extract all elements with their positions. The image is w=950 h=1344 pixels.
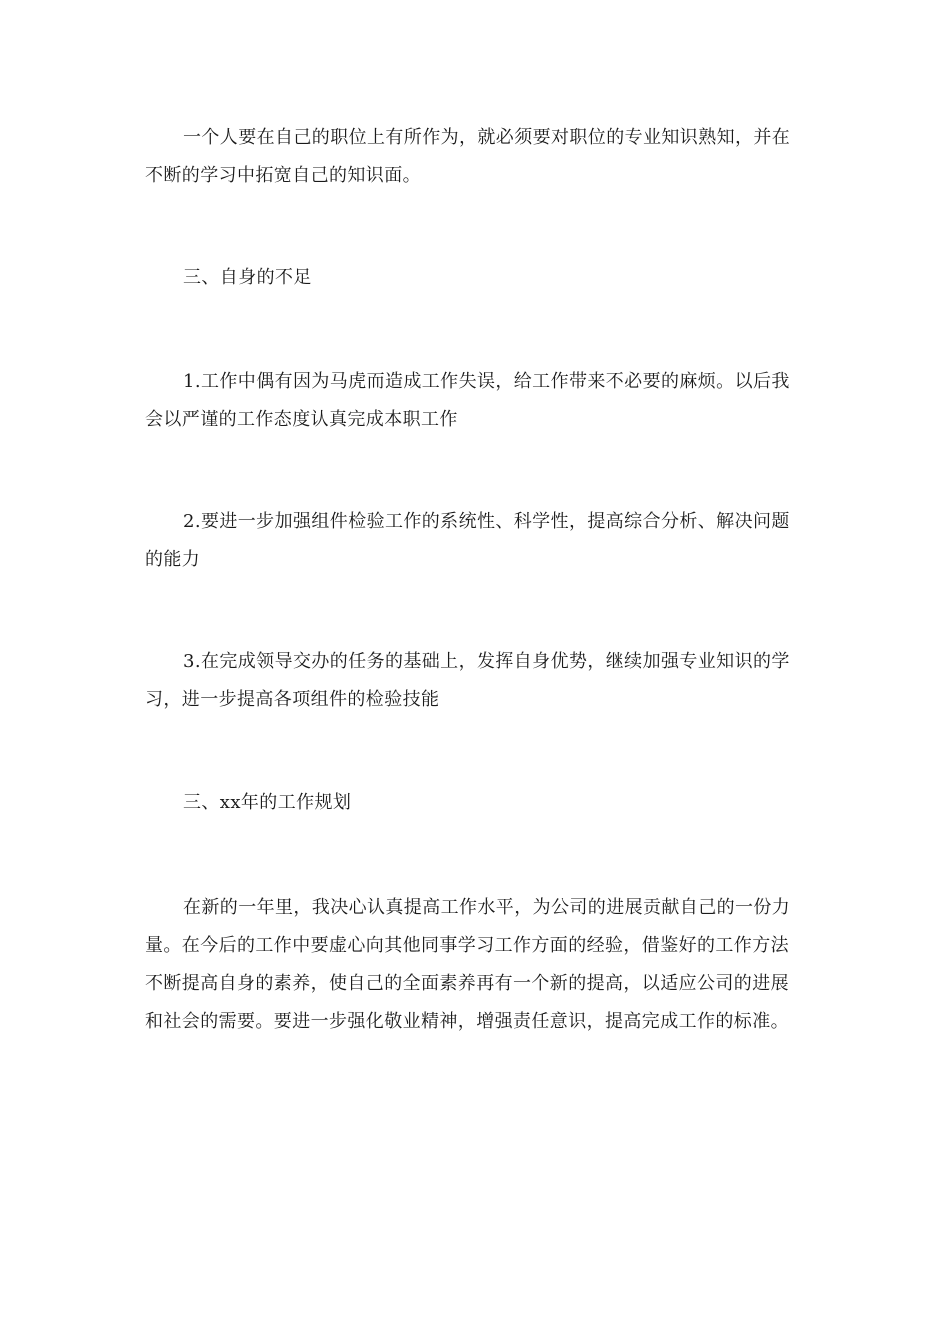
- shortcoming-item-3: 3.在完成领导交办的任务的基础上，发挥自身优势，继续加强专业知识的学习，进一步提高各项组件的检验技能: [145, 651, 790, 710]
- section-heading-work-plan: 三、xx年的工作规划: [183, 792, 352, 813]
- shortcoming-item-1: 1.工作中偶有因为马虎而造成工作失误，给工作带来不必要的麻烦。以后我会以严谨的工作态度认真完成本职工作: [145, 371, 790, 430]
- section-heading-shortcomings: 三、自身的不足: [183, 267, 312, 288]
- work-plan-paragraph: 在新的一年里，我决心认真提高工作水平，为公司的进展贡献自己的一份力量。在今后的工作中要虚心向其他同事学习工作方面的经验，借鉴好的工作方法 不断提高自身的素养，使自己的全面素养再有一个新的提高，以适应公司的进展和社会的需要。要进一步强化敬业精神，增强责任意识，提高完成工作的标准。: [145, 897, 791, 1032]
- shortcoming-item-2: 2.要进一步加强组件检验工作的系统性、科学性，提高综合分析、解决问题的能力: [145, 511, 790, 570]
- intro-paragraph: 一个人要在自己的职位上有所作为，就必须要对职位的专业知识熟知，并在不断的学习中拓宽自己的知识面。: [145, 127, 791, 186]
